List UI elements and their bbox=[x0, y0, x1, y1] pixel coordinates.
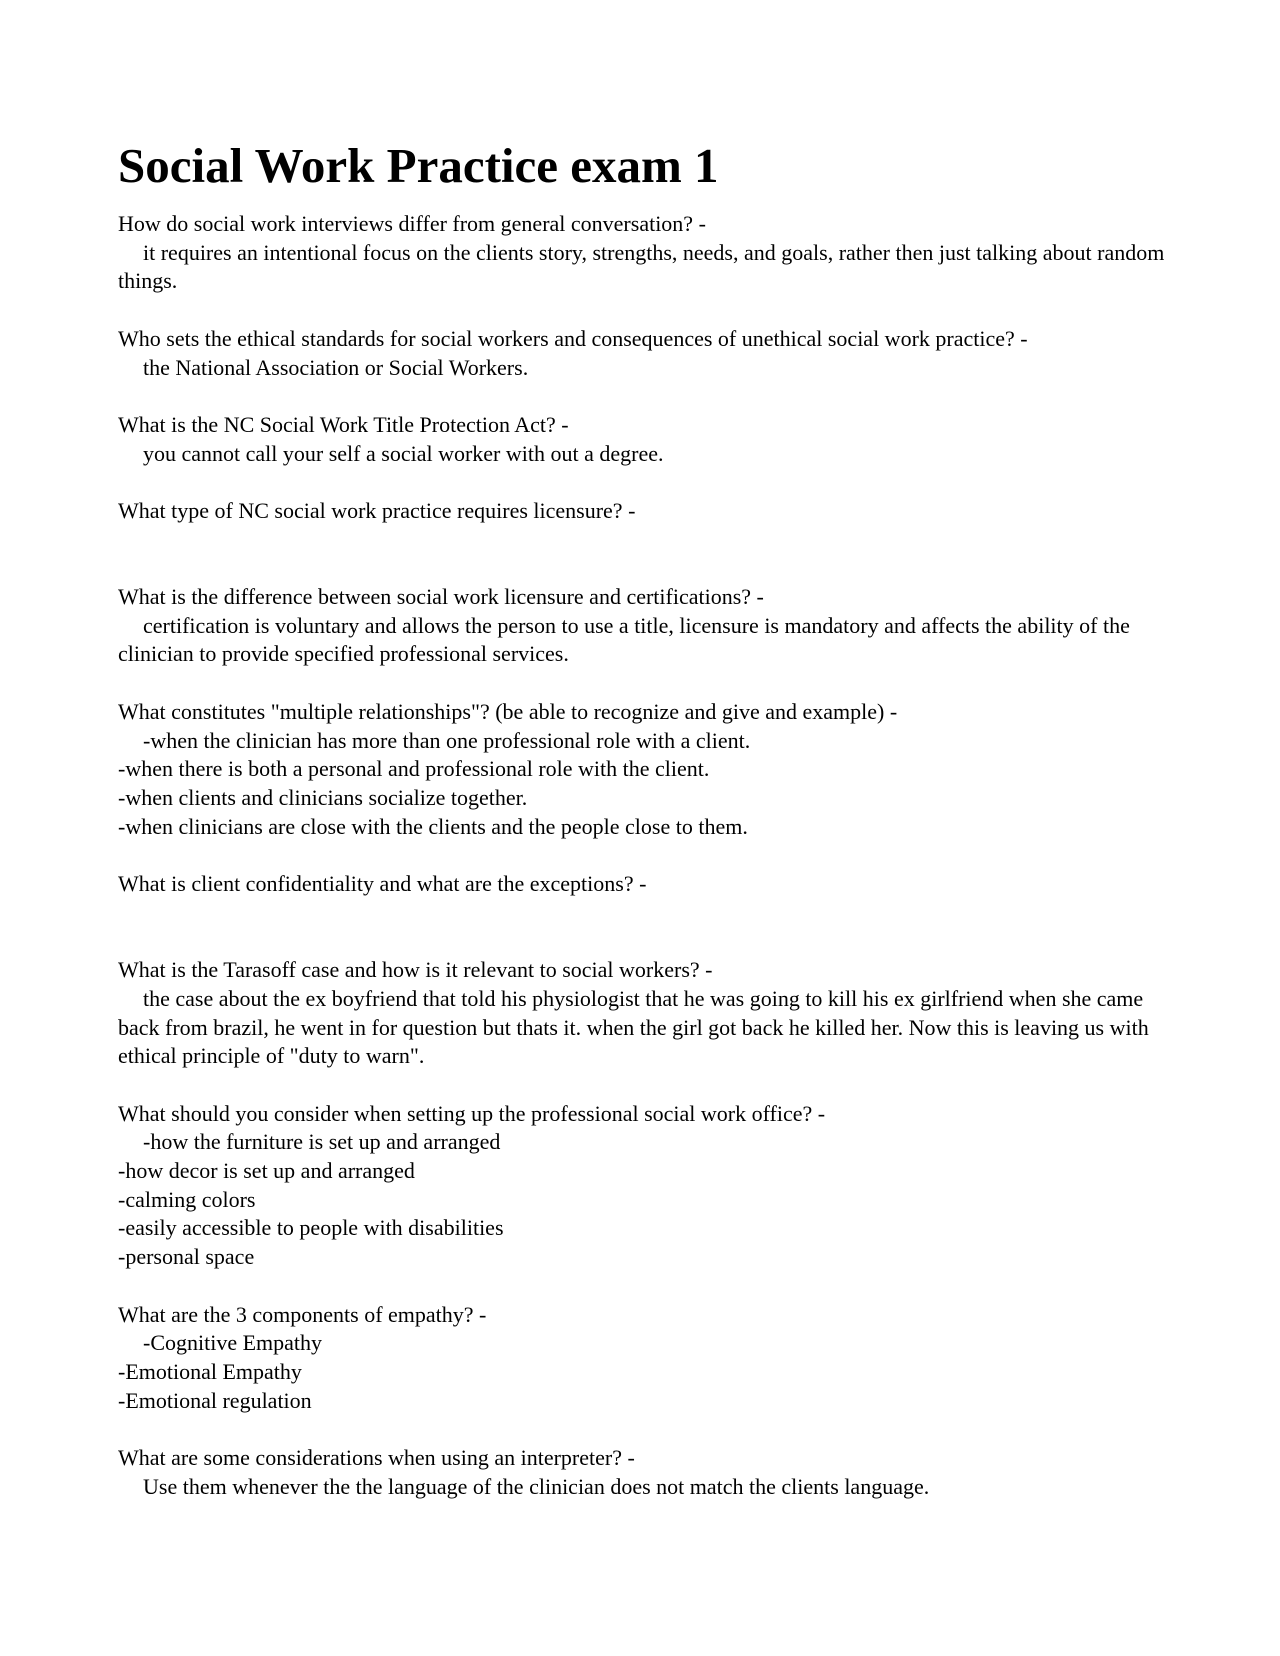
question-text: How do social work interviews differ from general conversation? - bbox=[118, 211, 706, 236]
answer-text: you cannot call your self a social worker with out a degree. bbox=[143, 440, 664, 466]
answer-text: the National Association or Social Workers. bbox=[143, 354, 529, 380]
empty-answer bbox=[118, 526, 1178, 555]
answer-list bbox=[118, 727, 1178, 842]
answer-line: -personal space bbox=[118, 1244, 255, 1270]
qa-item bbox=[118, 1100, 1178, 1272]
qa-item bbox=[118, 325, 1178, 382]
qa-item bbox=[118, 698, 1178, 842]
answer-list bbox=[118, 1329, 1178, 1415]
answer-line: -when there is both a personal and professional role with the client. bbox=[118, 756, 710, 782]
answer-text: it requires an intentional focus on the clients story, strengths, needs, and goals, rather then just talking about random things. bbox=[118, 239, 1165, 294]
answer-text: Use them whenever the the language of the clinician does not match the clients language. bbox=[143, 1473, 930, 1499]
question-text: What is the Tarasoff case and how is it relevant to social workers? - bbox=[118, 957, 713, 983]
answer-text: the case about the ex boyfriend that told his physiologist that he was going to kill his ex girlfriend when she came back from brazil, he went in for question but thats it. when the girl got back he killed her. Now this is leaving us with ethical principle of "duty to warn". bbox=[118, 985, 1149, 1069]
question-text: What is client confidentiality and what are the exceptions? - bbox=[118, 871, 647, 897]
qa-list bbox=[118, 210, 1178, 1501]
qa-item bbox=[118, 583, 1178, 669]
empty-answer bbox=[118, 899, 1178, 928]
qa-item bbox=[118, 870, 1178, 927]
qa-item bbox=[118, 1301, 1178, 1416]
answer-text: certification is voluntary and allows the person to use a title, licensure is mandatory and affects the ability of the clinician to provide specified professional services. bbox=[118, 612, 1130, 667]
answer-line: -easily accessible to people with disabilities bbox=[118, 1215, 504, 1241]
answer-line: -Emotional Empathy bbox=[118, 1358, 302, 1384]
question-text: What constitutes "multiple relationships"? (be able to recognize and give and example) - bbox=[118, 698, 898, 724]
answer-line: -how decor is set up and arranged bbox=[118, 1158, 415, 1184]
question-text: What are some considerations when using an interpreter? - bbox=[118, 1445, 635, 1471]
answer-line: -when the clinician has more than one professional role with a client. bbox=[143, 727, 751, 753]
qa-item bbox=[118, 210, 1178, 296]
question-text: Who sets the ethical standards for social workers and consequences of unethical social work practice? - bbox=[118, 325, 1028, 351]
question-text: What is the NC Social Work Title Protection Act? - bbox=[118, 411, 569, 437]
qa-item bbox=[118, 1444, 1178, 1501]
qa-item bbox=[118, 956, 1178, 1071]
answer-list bbox=[118, 1128, 1178, 1272]
question-text: What are the 3 components of empathy? - bbox=[118, 1301, 487, 1327]
answer-line: -when clinicians are close with the clients and the people close to them. bbox=[118, 813, 748, 839]
answer-line: -how the furniture is set up and arranged bbox=[143, 1129, 501, 1155]
qa-item bbox=[118, 497, 1178, 554]
qa-item bbox=[118, 411, 1178, 468]
question-text: What type of NC social work practice requires licensure? - bbox=[118, 497, 636, 523]
document-page bbox=[118, 138, 1178, 1530]
answer-line: -Cognitive Empathy bbox=[143, 1330, 323, 1356]
question-text: What is the difference between social work licensure and certifications? - bbox=[118, 584, 764, 610]
answer-line: -calming colors bbox=[118, 1186, 256, 1212]
answer-line: -Emotional regulation bbox=[118, 1387, 312, 1413]
question-text: What should you consider when setting up the professional social work office? - bbox=[118, 1100, 826, 1126]
page-title: Social Work Practice exam 1 bbox=[118, 138, 719, 193]
answer-line: -when clients and clinicians socialize together. bbox=[118, 784, 528, 810]
